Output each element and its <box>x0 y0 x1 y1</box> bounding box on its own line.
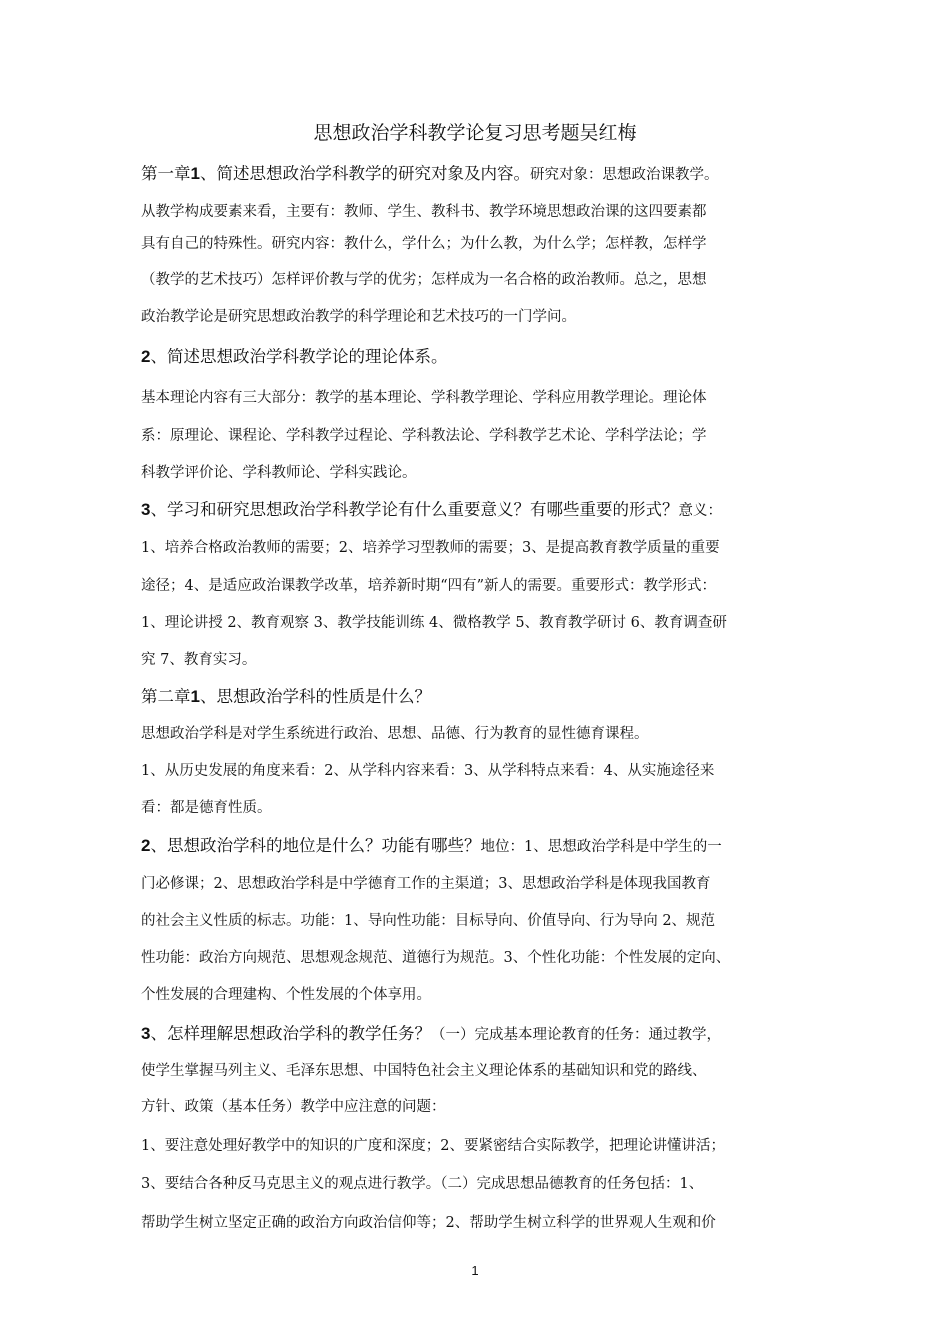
answer-text: 研究对象：思想政治课教学。 <box>529 167 719 183</box>
text-line <box>141 1022 721 1047</box>
text-line <box>141 611 727 635</box>
chapter-label: 第二章 <box>141 687 191 706</box>
answer-text: 1、要注意处理好教学中的知识的广度和深度；2、要紧密结合实际教学，把理论讲懂讲活； <box>141 1138 725 1154</box>
text-line <box>141 461 417 485</box>
answer-text: 看：都是德育性质。 <box>141 800 272 816</box>
text-line <box>141 796 272 820</box>
text-line <box>141 1211 716 1235</box>
text-line <box>141 946 730 970</box>
text-line <box>141 1172 703 1196</box>
question-number: 3 <box>141 1024 151 1043</box>
question-text: 、简述思想政治学科教学论的理论体系。 <box>150 347 448 366</box>
text-line <box>141 685 431 710</box>
text-line <box>141 872 710 896</box>
question-number: 1 <box>190 164 200 183</box>
text-line <box>141 345 447 370</box>
text-line <box>141 498 722 523</box>
text-line <box>141 232 707 256</box>
text-line <box>141 648 256 672</box>
text-line <box>141 834 722 859</box>
text-line <box>141 162 718 187</box>
answer-text: 1、培养合格政治教师的需要；2、培养学习型教师的需要；3、是提高教育教学质量的重要 <box>141 540 720 556</box>
chapter-label: 第一章 <box>141 164 191 183</box>
question-number: 1 <box>190 687 200 706</box>
question-text: 、思想政治学科的性质是什么？ <box>199 687 431 706</box>
answer-text: 思想政治学科是对学生系统进行政治、思想、品德、行为教育的显性德育课程。 <box>141 726 649 742</box>
answer-text: 地位：1、思想政治学科是中学生的一 <box>480 839 722 855</box>
answer-text: 科教学评价论、学科教师论、学科实践论。 <box>141 465 417 481</box>
answer-text: 意义： <box>678 503 722 519</box>
document-title: 思想政治学科教学论复习思考题吴红梅 <box>313 122 637 144</box>
answer-text: （教学的艺术技巧）怎样评价教与学的优劣；怎样成为一名合格的政治教师。总之，思想 <box>141 272 707 288</box>
text-line <box>141 909 715 933</box>
text-line <box>141 424 707 448</box>
answer-text: （一）完成基本理论教育的任务：通过教学， <box>430 1027 721 1043</box>
question-text: 、思想政治学科的地位是什么？功能有哪些？ <box>150 836 481 855</box>
answer-text: 从教学构成要素来看，主要有：教师、学生、教科书、教学环境思想政治课的这四要素都 <box>141 204 707 220</box>
text-line <box>141 386 707 410</box>
answer-text: 1、理论讲授 2、教育观察 3、教学技能训练 4、微格教学 5、教育教学研讨 6、教育调查研 <box>141 615 727 631</box>
answer-text: 性功能：政治方向规范、思想观念规范、道德行为规范。3、个性化功能：个性发展的定向、 <box>141 950 731 966</box>
answer-text: 1、从历史发展的角度来看：2、从学科内容来看：3、从学科特点来看：4、从实施途径来 <box>141 763 715 779</box>
text-line <box>141 1095 446 1119</box>
text-line <box>141 268 707 292</box>
answer-text: 帮助学生树立坚定正确的政治方向政治信仰等；2、帮助学生树立科学的世界观人生观和价 <box>141 1215 716 1231</box>
text-line <box>141 1059 707 1083</box>
answer-text: 3、要结合各种反马克思主义的观点进行教学。（二）完成思想品德教育的任务包括：1、 <box>141 1176 704 1192</box>
text-line <box>141 200 707 224</box>
answer-text: 具有自己的特殊性。研究内容：教什么，学什么；为什么教，为什么学；怎样教，怎样学 <box>141 236 707 252</box>
question-text: 、怎样理解思想政治学科的教学任务？ <box>150 1024 431 1043</box>
text-line <box>141 1134 725 1158</box>
answer-text: 途径；4、是适应政治课教学改革，培养新时期“四有”新人的需要。重要形式：教学形式： <box>141 578 717 594</box>
text-line <box>141 722 649 746</box>
text-line <box>141 983 431 1007</box>
text-line <box>141 574 716 598</box>
answer-text: 的社会主义性质的标志。功能：1、导向性功能：目标导向、价值导向、行为导向 2、规范 <box>141 913 716 929</box>
answer-text: 究 7、教育实习。 <box>141 652 257 668</box>
answer-text: 基本理论内容有三大部分：教学的基本理论、学科教学理论、学科应用教学理论。理论体 <box>141 390 707 406</box>
answer-text: 使学生掌握马列主义、毛泽东思想、中国特色社会主义理论体系的基础知识和党的路线、 <box>141 1063 707 1079</box>
answer-text: 系：原理论、课程论、学科教学过程论、学科教法论、学科教学艺术论、学科学法论；学 <box>141 428 707 444</box>
answer-text: 方针、政策（基本任务）教学中应注意的问题： <box>141 1099 446 1115</box>
page-number: 1 <box>471 1263 479 1278</box>
text-line <box>141 759 714 783</box>
answer-text: 政治教学论是研究思想政治教学的科学理论和艺术技巧的一门学问。 <box>141 309 576 325</box>
question-number: 2 <box>141 347 151 366</box>
question-text: 、简述思想政治学科教学的研究对象及内容。 <box>199 164 530 183</box>
question-text: 、学习和研究思想政治学科教学论有什么重要意义？有哪些重要的形式？ <box>150 500 679 519</box>
text-line <box>141 305 576 329</box>
answer-text: 个性发展的合理建构、个性发展的个体享用。 <box>141 987 431 1003</box>
text-line <box>141 536 720 560</box>
question-number: 2 <box>141 836 151 855</box>
answer-text: 门必修课；2、思想政治学科是中学德育工作的主渠道；3、思想政治学科是体现我国教育 <box>141 876 711 892</box>
question-number: 3 <box>141 500 151 519</box>
